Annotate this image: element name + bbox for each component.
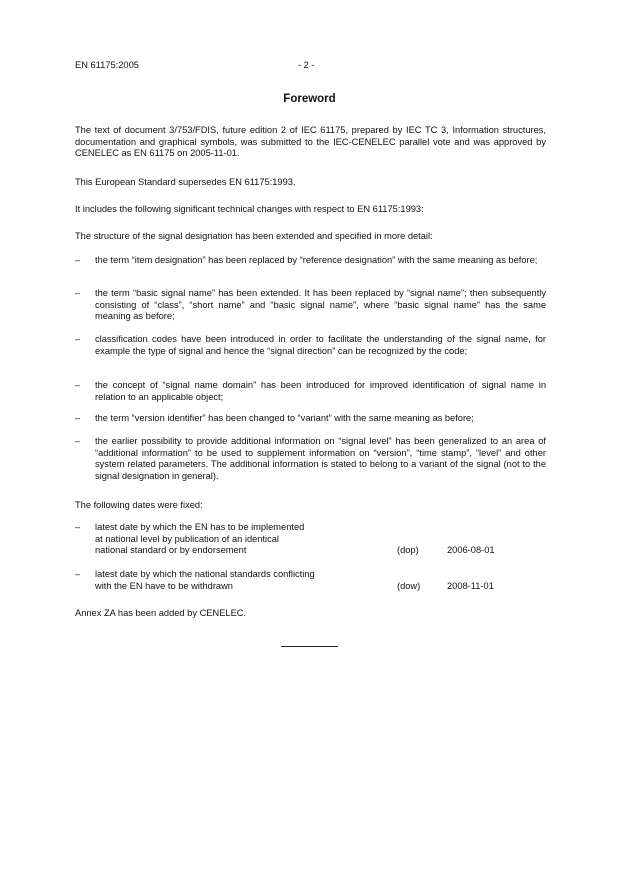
end-rule: [281, 646, 338, 647]
list-item: classification codes have been introduced in order to facilitate the understanding of the signal name, for example the type of signal and hence the “signal direction” can be recognized by the code;: [95, 334, 546, 356]
date-description-line: with the EN have to be withdrawn: [95, 580, 233, 591]
annex-paragraph: Annex ZA has been added by CENELEC.: [75, 608, 247, 618]
list-item: the term “basic signal name” has been extended. It has been replaced by “signal name”; then subsequently consisting of “class”, “short name” and “basic signal name”, where “basic signal name” has the same meaning as before;: [95, 288, 546, 322]
list-bullet: –: [75, 436, 81, 446]
date-code: (dow): [397, 581, 421, 591]
date-description: [95, 569, 385, 592]
intro-paragraph: The text of document 3/753/FDIS, future edition 2 of IEC 61175, prepared by IEC TC 3, Information structures, documentation and graphical symbols, was submitted to the IEC-CENELEC parallel vote and was approved by CENELEC as EN 61175 on 2005-11-01.: [75, 125, 546, 159]
list-item: the term “item designation” has been replaced by “reference designation” with the same meaning as before;: [95, 255, 538, 265]
page-title: Foreword: [283, 93, 336, 105]
date-code: (dop): [397, 545, 419, 555]
list-bullet: –: [75, 334, 81, 344]
list-item: the term “version identifier” has been changed to “variant” with the same meaning as before;: [95, 413, 474, 423]
list-item: the earlier possibility to provide additional information on “signal level” has been generalized to an area of “additional information” to be used to supplement information on “version”, “time stamp”, “level” and other system related parameters. The additional information is stated to belong to a variant of the signal (not to the signal designation in general).: [95, 436, 546, 481]
list-bullet: –: [75, 569, 81, 579]
document-id: EN 61175:2005: [75, 60, 139, 70]
list-bullet: –: [75, 255, 81, 265]
list-bullet: –: [75, 380, 81, 390]
list-bullet: –: [75, 413, 81, 423]
structure-paragraph: The structure of the signal designation has been extended and specified in more detail:: [75, 231, 433, 241]
changes-intro-paragraph: It includes the following significant technical changes with respect to EN 61175:1993:: [75, 204, 424, 214]
supersedes-paragraph: This European Standard supersedes EN 61175:1993.: [75, 177, 296, 187]
list-bullet: –: [75, 288, 81, 298]
date-value: 2008-11-01: [447, 581, 494, 591]
page-number: - 2 -: [298, 60, 315, 70]
date-description-line: at national level by publication of an identical: [95, 533, 279, 544]
dates-intro-paragraph: The following dates were fixed:: [75, 500, 203, 510]
date-description: [95, 522, 385, 557]
list-bullet: –: [75, 522, 81, 532]
list-item: the concept of “signal name domain” has been introduced for improved identification of signal name in relation to an applicable object;: [95, 380, 546, 402]
date-value: 2006-08-01: [447, 545, 495, 555]
date-description-line: latest date by which the EN has to be implemented: [95, 522, 305, 532]
date-description-line: national standard or by endorsement: [95, 545, 247, 556]
date-description-line: latest date by which the national standards conflicting: [95, 569, 315, 579]
